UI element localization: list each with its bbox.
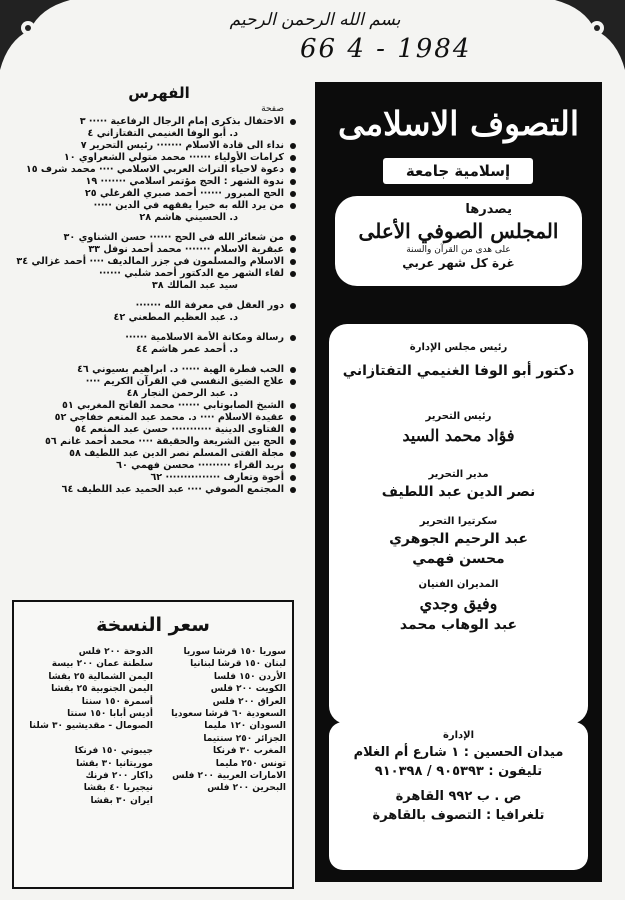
price-entry: الجزائر ٢٥٠ سنتيما: [203, 733, 286, 744]
secretaries-label: سكرتيرا التحرير: [419, 516, 498, 527]
editor-label: رئيس التحرير: [425, 411, 492, 422]
table-of-contents: [16, 84, 298, 582]
toc-page-label: صفحة: [261, 104, 284, 114]
toc-entry: علاج الضيق النفسي في القرآن الكريم ····: [20, 376, 298, 388]
editor-name: فؤاد محمد السيد: [402, 426, 515, 445]
toc-entry: بريد القراء ········· محسن فهمي ٦٠: [20, 460, 298, 472]
price-entry: جيبوتي ١٥٠ فرنكا: [74, 746, 153, 757]
basmala: بسم الله الرحمن الرحيم: [229, 10, 401, 30]
toc-entry: عقيدة الاسلام ···· د. محمد عبد المنعم خفاجي ٥٢: [20, 412, 298, 424]
publisher-intro: يصدرها: [465, 202, 512, 217]
managing-editor-label: مدير التحرير: [428, 469, 489, 480]
art-director-name-1: وفيق وجدي: [419, 594, 498, 613]
toc-entry: مجلة الفتى المسلم نصر الدين عبد اللطيف ٥٨: [20, 448, 298, 460]
toc-entry: د. أحمد عمر هاشم ٤٤: [136, 344, 238, 355]
toc-entry: الحب فطرة الهية ····· د. ابراهيم بسيوني ٤٦: [20, 364, 298, 376]
toc-entry: كرامات الأولياء ······ محمد متولي الشعراوي ١٠: [20, 152, 298, 164]
publisher-name: المجلس الصوفي الأعلى: [358, 219, 559, 243]
administration-label: الإدارة: [442, 730, 475, 741]
toc-entry: الفتاوى الدينية ··········· حسن عبد المنعم ٥٤: [20, 424, 298, 436]
price-entry: لبنان ١٥٠ قرشا لبنانيا: [190, 659, 286, 670]
art-director-name-2: عبد الوهاب محمد: [399, 617, 518, 633]
ornament-corner-icon: [555, 0, 625, 70]
toc-entry: أخوة وتعارف ··············· ٦٢: [20, 472, 298, 484]
toc-entry: الاحتفال بذكرى إمام الرجال الرفاعية ····· ٣: [20, 116, 298, 128]
art-directors-label: المديران الفنيان: [418, 579, 499, 590]
price-entry: السعودية ٦٠ قرشا سعوديا: [171, 709, 286, 720]
magazine-title: التصوف الاسلامى: [337, 104, 580, 143]
price-entry: الدوحة ٢٠٠ فلس: [78, 647, 153, 657]
price-entry: الكويت ٢٠٠ فلس: [210, 684, 286, 695]
toc-entry: نداء الى قادة الاسلام ······· رئيس التحرير ٧: [20, 140, 298, 152]
price-entry: داكار ٢٠٠ فرنك: [85, 771, 153, 782]
price-entry: اليمن الشمالية ٢٥ بقشا: [48, 671, 153, 682]
price-box: [12, 600, 294, 889]
price-entry: البحرين ٢٠٠ فلس: [207, 783, 286, 794]
toc-entry: ندوة الشهر : الحج مؤتمر اسلامي ······· ١٩: [20, 176, 298, 188]
telegraph-address: تلغرافيا : التصوف بالقاهرة: [372, 808, 545, 823]
administration-address: ميدان الحسين : ١ شارع أم الغلام: [353, 745, 564, 760]
price-entry: ايران ٣٠ بقشا: [90, 795, 153, 806]
price-entry: سلطنة عمان ٢٠٠ بيسة: [51, 659, 153, 670]
toc-entry: المجتمع الصوفي ···· عبد الحميد عبد اللطيف ٦٤: [20, 484, 298, 496]
price-entry: موريتانيا ٣٠ بقشا: [76, 758, 153, 769]
board-chair-label: رئيس مجلس الإدارة: [409, 342, 508, 353]
ornament-corner-icon: [0, 0, 70, 70]
toc-entry: د. الحسيني هاشم ٢٨: [139, 212, 238, 223]
price-entry: الامارات العربية ٢٠٠ فلس: [172, 771, 286, 782]
price-column-right: [153, 646, 286, 807]
staff-card: [329, 324, 588, 724]
price-entry: تونس ٢٥٠ مليما: [215, 758, 286, 769]
price-entry: السودان ١٢٠ مليما: [204, 721, 286, 732]
publisher-card: [335, 196, 582, 286]
handwritten-note: 66 4 - 1984: [300, 34, 472, 64]
toc-entry: دور العقل في معرفة الله ·······: [20, 300, 298, 312]
toc-entry: الحج المبرور ······ أحمد صبري الفرغلي ٢٥: [20, 188, 298, 200]
address-card: [329, 722, 588, 870]
managing-editor-name: نصر الدين عبد اللطيف: [381, 484, 536, 500]
price-box-title: سعر النسخة: [96, 614, 210, 636]
masthead-panel: [315, 82, 602, 882]
toc-entry: سيد عبد المالك ٣٨: [151, 280, 238, 291]
toc-entry: الاسلام والمسلمون في جزر المالديف ···· أحمد غزالي ٣٤: [20, 256, 298, 268]
price-entry: سوريا ١٥٠ قرشا سوريا: [183, 647, 286, 657]
price-entry: الأردن ١٥٠ فلسا: [213, 671, 286, 682]
toc-entry: من يرد الله به خيرا يفقهه في الدين ·····: [20, 200, 298, 212]
price-columns: [14, 646, 292, 807]
toc-entry: من شعائر الله في الحج ······ حسن الشناوي ٣٠: [20, 232, 298, 244]
price-entry: العراق ٢٠٠ فلس: [212, 696, 286, 707]
toc-entry: الشيخ الصابوتابي ······ محمد الفاتح المغربي ٥١: [20, 400, 298, 412]
toc-entry: د. عبد العظيم المطعني ٤٢: [113, 312, 238, 323]
toc-entry: د. أبو الوفا الغنيمي التفتازاني ٤: [87, 128, 238, 139]
secretary-name-2: محسن فهمي: [412, 551, 505, 567]
toc-entry: عبقرية الاسلام ······· محمد أحمد نوفل ٣٣: [20, 244, 298, 256]
toc-entry: د. عبد الرحمن النجار ٤٨: [126, 388, 238, 399]
price-entry: اليمن الجنوبية ٢٥ بقشا: [51, 684, 153, 695]
toc-entry: لقاء الشهر مع الدكتور أحمد شلبي ······: [20, 268, 298, 280]
price-entry: أديس أبابا ١٥٠ سنتا: [67, 709, 153, 720]
price-column-left: [20, 646, 153, 807]
toc-entry: رسالة ومكانة الأمة الاسلامية ······: [20, 332, 298, 344]
po-box: ص . ب ٩٩٢ القاهرة: [395, 789, 522, 804]
price-entry: نيجيريا ٤٠ بقشا: [83, 783, 153, 794]
frequency-text: غرة كل شهر عربي: [402, 256, 515, 270]
toc-entry: دعوة لاحياء التراث العربي الاسلامي ···· محمد شرف ١٥: [20, 164, 298, 176]
phone-numbers: تليفون : ٩٠٥٣٩٣ / ٩١٠٣٩٨: [374, 764, 543, 779]
toc-entry: الحج بين الشريعة والحقيقة ···· محمد أحمد غانم ٥٦: [20, 436, 298, 448]
magazine-subtitle: إسلامية جامعة: [383, 158, 533, 184]
price-entry: [20, 733, 153, 745]
price-entry: الصومال - مقديشيو ٣٠ شلنا: [29, 721, 153, 732]
price-entry: أسمرة ١٥٠ سنتا: [81, 696, 153, 707]
guidance-text: على هدى من القرآن والسنة: [406, 245, 511, 255]
toc-list: [16, 116, 298, 496]
toc-title: الفهرس: [128, 84, 190, 102]
secretary-name-1: عبد الرحيم الجوهري: [389, 531, 528, 547]
price-entry: المغرب ٣٠ فرنكا: [213, 746, 286, 757]
board-chair-name: دكتور أبو الوفا الغنيمي التفتازاني: [342, 363, 575, 379]
